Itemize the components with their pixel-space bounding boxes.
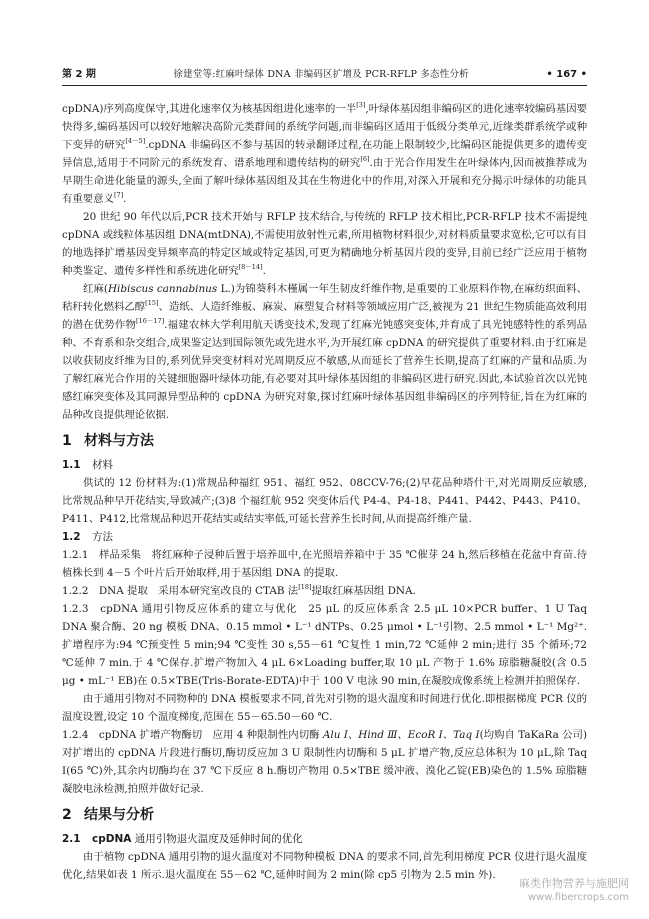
- text-run: .: [123, 193, 127, 205]
- subsection-number: 1.2: [62, 531, 81, 543]
- paragraph-results-2-1: 由于植物 cpDNA 通用引物的退火温度对不同物种模板 DNA 的要求不同,首先利用梯度 PCR 仪进行退火温度优化,结果如表 1 所示.退火温度在 55－62 ℃,延伸时间为 2 min(除 cp5 引物为 2.5 min 外).: [62, 851, 587, 881]
- latin-species-name: Hibiscus cannabinus: [108, 283, 218, 295]
- article-body: [62, 100, 587, 884]
- paragraph-1-2-3: [62, 600, 587, 690]
- section-number: 2: [62, 807, 72, 823]
- subsubsection-label: 1.2.4 cpDNA 扩增产物酶切: [62, 729, 203, 741]
- section-title: 结果与分析: [84, 807, 154, 823]
- subsection-heading-1-2: [62, 528, 587, 546]
- text-run: 提取红麻基因组 DNA.: [311, 585, 416, 597]
- section-number: 1: [62, 433, 72, 449]
- text-run: .由于光合作用发生在叶绿体内,因而被推荐成为早期生命进化能量的源头,全面了解叶绿体基因组及其在生物进化中的作用,对深入开展和充分揭示叶绿体的功能具有重要意义: [62, 157, 587, 205]
- citation: [4－5]: [125, 137, 146, 145]
- paragraph-materials: 供试的 12 份材料为:(1)常规品种福红 951、福红 952、08CCV-76;(2)早花品种塔什干,对光周期反应敏感,比常规品种早开花结实,导致减产;(3)8 个福红航 952 突变体后代 P4-4、P4-18、P441、P442、P443、P410、P411、P412,比常规品种迟开花结实或结实率低,可延长营养生长时间,从而提高纤维产量.: [62, 477, 587, 525]
- issue-number: 第 2 期: [62, 69, 96, 80]
- subsection-title: 方法: [92, 531, 113, 543]
- section-heading-1: [62, 431, 587, 451]
- text-run: (均购自 TaKaRa 公司)对扩增出的 cpDNA 片段进行酶切,酶切反应加 3 U 限制性内切酶和 5 μL 扩增产物,反应总体积为 10 μL,除 Taq Ⅰ(65 ℃)外,其余内切酶均在 37 ℃下反应 8 h.酶切产物用 0.5×TBE 缓冲液、溴化乙锭(EB)染色的 1.5% 琼脂糖凝胶电泳检测,拍照并做好记录.: [62, 729, 587, 795]
- paragraph-intro-1: [62, 100, 587, 208]
- watermark-url: www.fibercrops.com: [527, 892, 629, 903]
- subsection-number: 2.1: [62, 833, 81, 845]
- subsection-heading-1-1: [62, 456, 587, 474]
- subsection-title: 通用引物退火温度及延伸时间的优化: [131, 833, 303, 845]
- section-title: 材料与方法: [84, 433, 154, 449]
- running-header: [62, 64, 587, 86]
- text-run: .cpDNA 非编码区不参与基因的转录翻译过程,在功能上限制较少,比编码区能提供更多的遗传变异信息,适用于不同阶元的系统发育、谱系地理和遗传结构的研究: [62, 139, 588, 169]
- paragraph-1-2-4: [62, 726, 587, 798]
- text-run: 红麻(: [83, 283, 108, 295]
- subsubsection-label: 1.2.1 样品采集: [62, 549, 141, 561]
- subsection-title-bold: cpDNA: [92, 833, 132, 845]
- text-run: L.)为锦葵科木槿属一年生韧皮纤维作物,是重要的工业原料作物,在麻纺织面料、秸秆转化燃料乙醇: [62, 283, 587, 313]
- subsubsection-label: 1.2.3 cpDNA 通用引物反应体系的建立与优化: [62, 603, 298, 615]
- text-run: 、造纸、人造纤维板、麻炭、麻塑复合材料等领域应用广泛,被视为 21 世纪生物质能高效利用的潜在优势作物: [62, 301, 587, 331]
- text-run: 20 世纪 90 年代以后,PCR 技术开始与 RFLP 技术结合,与传统的 RFLP 技术相比,PCR-RFLP 技术不需提纯 cpDNA 或线粒体基因组 DNA(mtDNA),不需使用放射性元素,所用植物材料很少,对材料质量要求宽松,它可以有目的地选择扩增基因变异频率高的特定区域或特定基因,可更为精确地分析基因片段的变异,目前已经广泛应用于植物种类鉴定、遗传多样性和系统进化研究: [62, 211, 587, 277]
- text-run: ,叶绿体基因组非编码区的进化速率较编码基因要快得多,编码基因可以较好地解决高阶元类群间的系统学问题,而非编码区适用于低级分类单元,近缘类群系统学或种下变异的研究: [62, 103, 587, 151]
- subsection-heading-2-1: [62, 830, 587, 848]
- section-heading-2: [62, 805, 587, 825]
- text-run: 将红麻种子浸种后置于培养皿中,在光照培养箱中于 35 ℃催芽 24 h,然后移植在花盆中育苗.待植株长到 4－5 个叶片后开始取样,用于基因组 DNA 的提取.: [62, 549, 587, 579]
- citation: [15]: [145, 299, 159, 307]
- paragraph-1-2-2: [62, 582, 587, 600]
- text-run: 应用 4 种限制性内切酶: [212, 729, 323, 741]
- article-running-title: 徐建堂等:红麻叶绿体 DNA 非编码区扩增及 PCR-RFLP 多态性分析: [173, 69, 469, 80]
- paragraph-intro-3: [62, 280, 587, 424]
- subsection-title: 材料: [92, 459, 113, 471]
- citation: [16－17]: [136, 317, 165, 325]
- site-watermark: [519, 877, 629, 905]
- text-run: 采用本研究室改良的 CTAB 法: [158, 585, 299, 597]
- citation: [3]: [356, 101, 366, 109]
- text-run: .: [262, 265, 266, 277]
- text-run: .福建农林大学利用航天诱变技术,发现了红麻光钝感突变体,并育成了具光钝感特性的系列品种、不育系和杂交组合,成果鉴定达到国际领先或先进水平,为开展红麻 cpDNA 的研究提供了重要材料.由于红麻是以收获韧皮纤维为目的,系列优异突变材料对光周期反应不敏感,从而延长了营养生长期,提高了红麻的产量和品质.为了解红麻光合作用的关键细胞器叶绿体功能,有必要对其叶绿体基因组的非编码区进行研究.因此,本试验首次以光钝感红麻突变体及其同源异型品种的 cpDNA 为研究对象,探讨红麻叶绿体基因组非编码区的序列特征,旨在为红麻的品种改良提供理论依据.: [62, 319, 587, 421]
- paragraph-intro-2: [62, 208, 587, 280]
- paragraph-1-2-3-b: 由于通用引物对不同物种的 DNA 模板要求不同,首先对引物的退火温度和时间进行优化.即根据梯度 PCR 仪的温度设置,设定 10 个温度梯度,范围在 55－65.50－60 ℃.: [62, 693, 587, 723]
- text-run: cpDNA)序列高度保守,其进化速率仅为核基因组进化速率的一半: [62, 103, 357, 115]
- watermark-title: 麻类作物营养与施肥网: [519, 877, 629, 890]
- citation: [18]: [298, 583, 312, 591]
- citation: [7]: [113, 191, 124, 199]
- paragraph-1-2-1: [62, 546, 587, 582]
- citation: [8－14]: [238, 263, 263, 271]
- page-number: • 167 •: [546, 69, 587, 80]
- text-run: 25 μL 的反应体系含 2.5 μL 10×PCR buffer、1 U Taq DNA 聚合酶、20 ng 模板 DNA、0.15 mmol • L⁻¹ dNTPs、0.25 μmol • L⁻¹引物、2.5 mmol • L⁻¹ Mg²⁺.扩增程序为:94 ℃预变性 5 min;94 ℃变性 30 s,55－61 ℃复性 1 min,72 ℃延伸 2 min;进行 35 个循环;72 ℃延伸 7 min.于 4 ℃保存.扩增产物加入 4 μL 6×Loading buffer,取 10 μL 产物于 1.6% 琼脂糖凝胶(含 0.5 μg • mL⁻¹ EB)在 0.5×TBE(Tris-Borate-EDTA)中于 100 V 电泳 90 min,在凝胶成像系统上检测并拍照保存.: [62, 603, 588, 687]
- subsubsection-label: 1.2.2 DNA 提取: [62, 585, 148, 597]
- enzyme-names: Alu Ⅰ、Hind Ⅲ、EcoR Ⅰ、Taq Ⅰ: [322, 729, 480, 741]
- citation: [6]: [360, 155, 370, 163]
- subsection-number: 1.1: [62, 459, 81, 471]
